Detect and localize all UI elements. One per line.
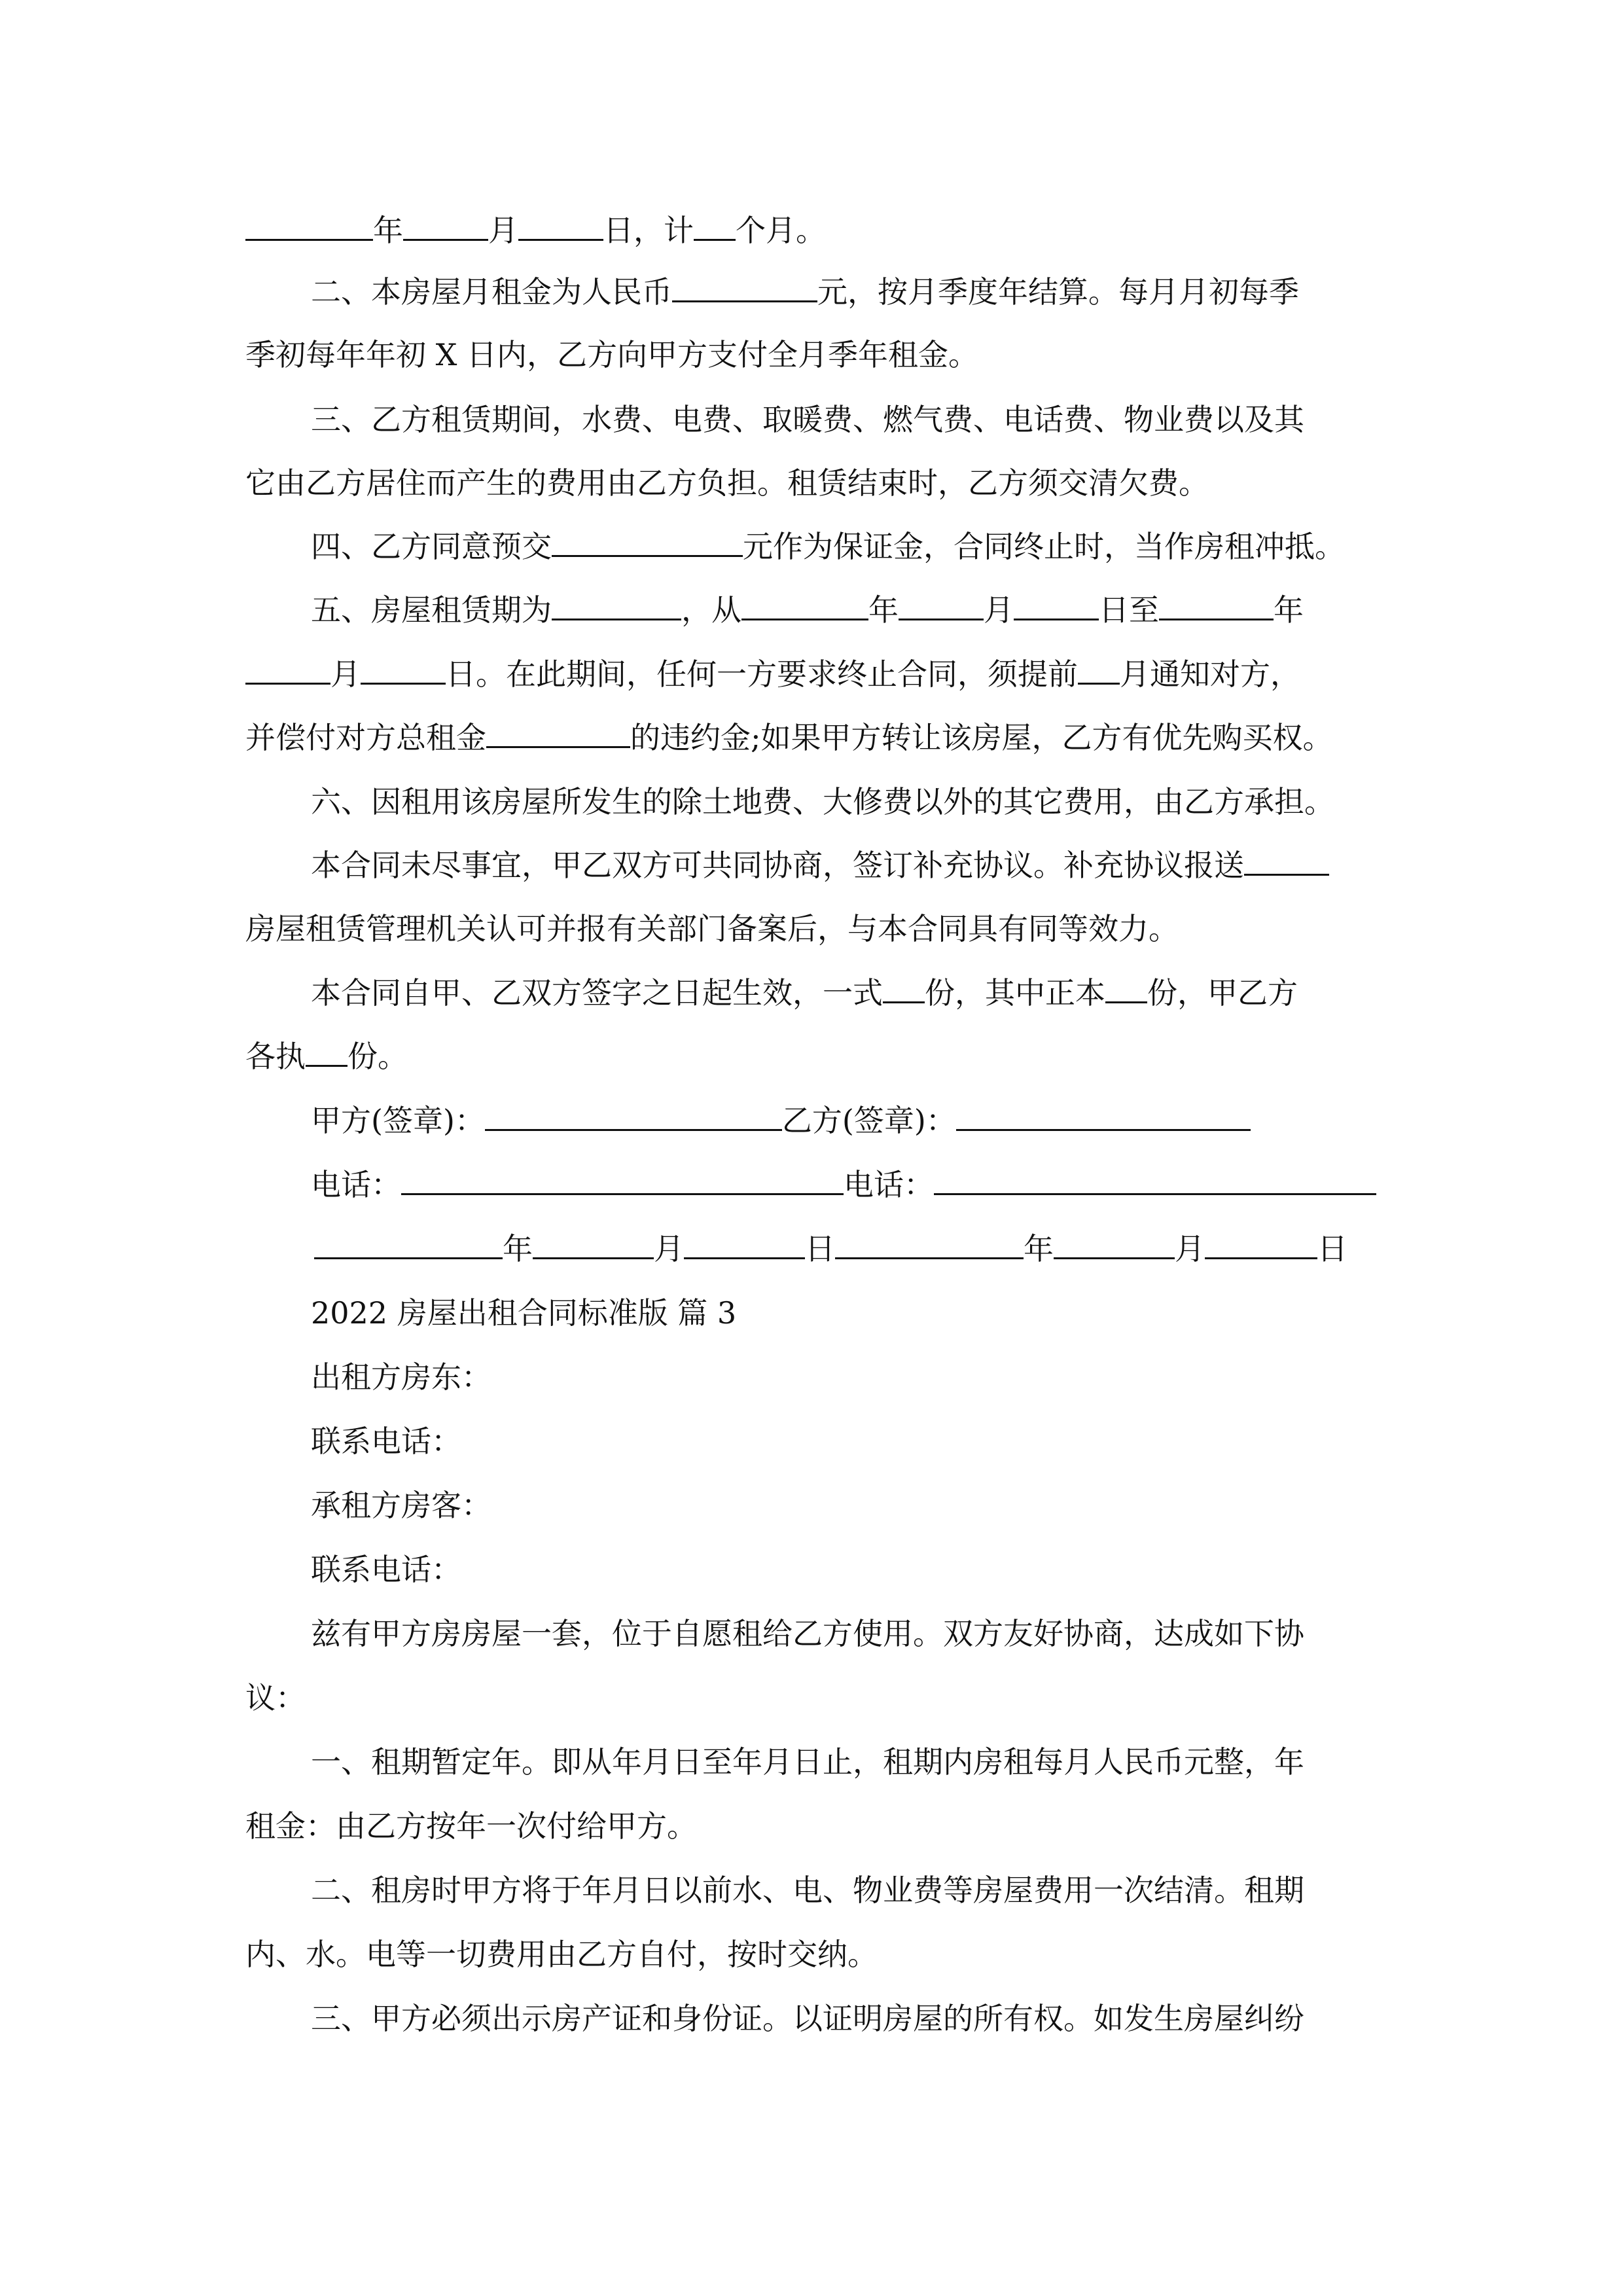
text-segment: 联系电话： — [311, 1424, 461, 1459]
text-segment: 日 — [1317, 1231, 1347, 1266]
text-line — [245, 335, 978, 374]
text-segment: 元，按月季度年结算。每月月初每季 — [817, 274, 1299, 310]
blank-underline — [1159, 591, 1274, 620]
text-segment: 份，其中正本 — [925, 975, 1105, 1011]
blank-underline — [1054, 1230, 1175, 1259]
blank-underline — [672, 273, 817, 302]
text-segment: 四、乙方同意预交 — [311, 529, 552, 564]
text-segment: 月 — [330, 656, 361, 692]
text-line — [314, 1229, 1347, 1268]
blank-underline — [401, 1166, 844, 1195]
blank-underline — [934, 1166, 1376, 1195]
text-line — [311, 1742, 1304, 1782]
text-line — [245, 1037, 408, 1076]
text-line — [245, 1678, 306, 1717]
text-line — [245, 463, 1209, 503]
text-line — [311, 527, 1345, 566]
text-segment: 季初每年年初 X 日内，乙方向甲方支付全月季年租金。 — [245, 337, 978, 372]
text-segment: 元作为保证金，合同终止时，当作房租冲抵。 — [743, 529, 1345, 564]
text-segment: 租金：由乙方按年一次付给甲方。 — [245, 1808, 697, 1844]
text-line — [311, 1165, 1376, 1204]
text-line — [311, 1550, 461, 1589]
text-segment: 月 — [1175, 1231, 1205, 1266]
blank-underline — [694, 211, 736, 241]
text-segment: 年 — [503, 1231, 533, 1266]
text-segment: 月 — [488, 213, 518, 248]
text-segment: 它由乙方居住而产生的费用由乙方负担。租赁结束时，乙方须交清欠费。 — [245, 465, 1209, 501]
text-line — [245, 909, 1179, 948]
text-segment: 2022 房屋出租合同标准版 篇 3 — [311, 1295, 737, 1331]
text-line — [311, 846, 1329, 885]
text-line — [311, 590, 1304, 630]
text-segment: 三、甲方必须出示房产证和身份证。以证明房屋的所有权。如发生房屋纠纷 — [311, 2001, 1304, 2036]
text-segment: 日 — [805, 1231, 835, 1266]
text-segment: 五、房屋租赁期为 — [311, 592, 552, 628]
text-segment: 年 — [868, 592, 899, 628]
text-segment: 日。在此期间，任何一方要求终止合同，须提前 — [446, 656, 1078, 692]
text-line — [311, 1999, 1304, 2038]
text-segment: 出租方房东： — [311, 1359, 491, 1395]
text-segment: 份，甲乙方 — [1147, 975, 1298, 1011]
text-segment: 内、水。电等一切费用由乙方自付，按时交纳。 — [245, 1937, 878, 1972]
blank-underline — [552, 528, 743, 557]
blank-underline — [684, 1230, 805, 1259]
text-segment: 二、租房时甲方将于年月日以前水、电、物业费等房屋费用一次结清。租期 — [311, 1873, 1304, 1908]
text-segment: 日至 — [1099, 592, 1159, 628]
text-segment: 六、因租用该房屋所发生的除土地费、大修费以外的其它费用，由乙方承担。 — [311, 784, 1334, 819]
text-line — [245, 211, 826, 250]
text-segment: 日，计 — [603, 213, 694, 248]
section-heading — [311, 1293, 736, 1333]
text-line — [311, 1357, 491, 1397]
text-segment: 月 — [984, 592, 1014, 628]
text-segment: 兹有甲方房房屋一套，位于自愿租给乙方使用。双方友好协商，达成如下协 — [311, 1616, 1304, 1651]
blank-underline — [1105, 974, 1147, 1003]
blank-underline — [314, 1230, 503, 1259]
signature-label-party-a: 甲方(签章)： — [311, 1103, 485, 1138]
blank-underline — [552, 591, 681, 620]
text-segment: ，从 — [681, 592, 741, 628]
text-line — [311, 1422, 461, 1461]
blank-underline — [883, 974, 925, 1003]
blank-underline — [245, 211, 373, 241]
text-line — [311, 1614, 1304, 1653]
text-line — [311, 973, 1298, 1013]
text-segment: 年 — [1024, 1231, 1054, 1266]
text-segment: 三、乙方租赁期间，水费、电费、取暖费、燃气费、电话费、物业费以及其 — [311, 402, 1304, 437]
text-line — [245, 655, 1300, 694]
blank-underline — [485, 1102, 782, 1131]
text-segment: 联系电话： — [311, 1552, 461, 1587]
text-segment: 年 — [1274, 592, 1304, 628]
text-line — [311, 400, 1304, 439]
blank-underline — [899, 591, 984, 620]
blank-underline — [956, 1102, 1251, 1131]
text-segment: 月通知对方， — [1120, 656, 1300, 692]
blank-underline — [361, 655, 446, 685]
text-segment: 各执 — [245, 1039, 306, 1074]
text-segment: 承租方房客： — [311, 1488, 491, 1523]
blank-underline — [835, 1230, 1024, 1259]
text-line — [311, 782, 1334, 821]
blank-underline — [741, 591, 868, 620]
text-line — [245, 718, 1333, 757]
text-segment: 议： — [245, 1680, 306, 1715]
blank-underline — [245, 655, 330, 685]
blank-underline — [1205, 1230, 1317, 1259]
text-line — [311, 1871, 1304, 1910]
blank-underline — [486, 719, 630, 748]
blank-underline — [533, 1230, 654, 1259]
text-segment: 的违约金;如果甲方转让该房屋，乙方有优先购买权。 — [630, 720, 1333, 755]
text-segment: 个月。 — [736, 213, 826, 248]
blank-underline — [1014, 591, 1099, 620]
blank-underline — [1078, 655, 1120, 685]
text-line — [311, 272, 1299, 312]
text-segment: 房屋租赁管理机关认可并报有关部门备案后，与本合同具有同等效力。 — [245, 911, 1179, 946]
signature-label-party-b: 乙方(签章)： — [781, 1103, 956, 1138]
blank-underline — [1244, 846, 1329, 876]
text-line — [311, 1101, 1251, 1140]
text-segment: 一、租期暂定年。即从年月日至年月日止，租期内房租每月人民币元整，年 — [311, 1744, 1304, 1780]
text-segment: 并偿付对方总租金 — [245, 720, 486, 755]
text-line — [245, 1935, 878, 1974]
text-segment: 月 — [654, 1231, 684, 1266]
blank-underline — [306, 1037, 348, 1067]
text-line — [311, 1486, 491, 1525]
text-segment: 二、本房屋月租金为人民币 — [311, 274, 672, 310]
text-segment: 份。 — [348, 1039, 408, 1074]
text-segment: 本合同自甲、乙双方签字之日起生效，一式 — [311, 975, 883, 1011]
text-line — [245, 1806, 697, 1846]
blank-underline — [518, 211, 603, 241]
phone-label-party-b: 电话： — [844, 1167, 934, 1202]
text-segment: 本合同未尽事宜，甲乙双方可共同协商，签订补充协议。补充协议报送 — [311, 848, 1244, 883]
blank-underline — [403, 211, 488, 241]
phone-label-party-a: 电话： — [311, 1167, 401, 1202]
text-segment: 年 — [373, 213, 403, 248]
